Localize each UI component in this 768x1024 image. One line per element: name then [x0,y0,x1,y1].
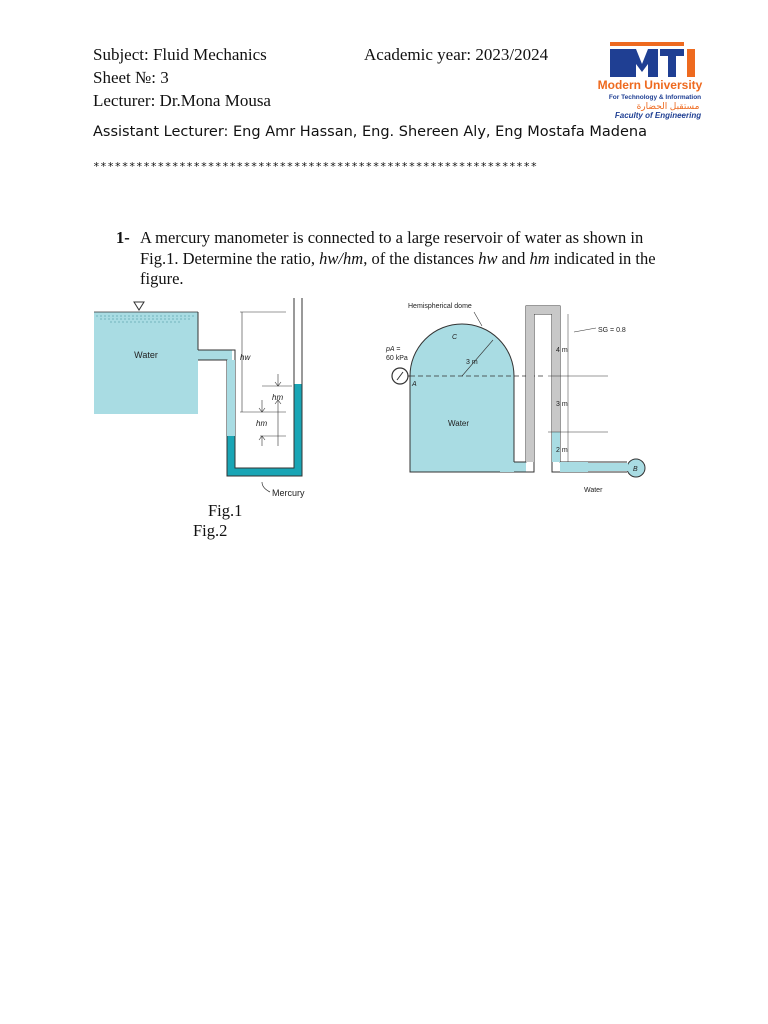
figure-2-dome-tank [378,296,678,501]
fig1-hm-label-left: hm [256,419,268,428]
sg-fluid-column [552,314,560,432]
hm-variable: hm [529,248,550,268]
fig2-caption: Fig.2 [193,521,228,540]
mercury-right-leg [294,384,302,468]
logo-name: Modern University [597,78,703,92]
university-logo [580,40,720,122]
logo-m-shape [626,49,658,77]
reservoir-water [94,312,198,414]
fig1-water-label: Water [134,350,158,360]
pa-label: pA = [386,346,401,353]
logo-arabic: مستقبل الحضارة [636,101,700,111]
standpipe-tube [514,306,588,472]
logo-faculty: Faculty of Engineering [614,111,702,120]
mercury-u-bottom [227,468,302,476]
assistant-lecturers: Assistant Lecturer: Eng Amr Hassan, Eng. Shereen Aly, Eng Mostafa Madena [93,124,647,140]
connecting-pipe [198,350,232,360]
tube-top-fill [526,306,560,314]
question-text: A mercury manometer is connected to a large reservoir of water as shown in Fig.1. Determine the ratio, hw/hm, of the distances hw and hm indicated in the figure. [140,228,656,288]
sheet-number: Sheet №: 3 [93,68,169,87]
hw-variable: hw [478,248,498,268]
logo-i-shape [687,49,695,77]
dome-tank [410,324,514,472]
question-number: 1- [116,228,130,247]
fig1-caption: Fig.1 [208,501,243,520]
dome-label: Hemispherical dome [408,303,472,310]
ratio-variable: hw/hm [319,248,364,268]
fig1-hw-label: hw [240,353,251,362]
separator-line: ************************************************************** [93,160,538,173]
sg-label: SG = 0.8 [598,327,626,334]
pa-value: 60 kPa [386,355,408,362]
fig1-hm-label-right: hm [272,393,284,402]
logo-tagline: For Technology & Information [608,94,702,101]
academic-year: Academic year: 2023/2024 [364,45,549,64]
point-a-label: A [412,381,417,388]
dim-4m-label: 4 m [556,347,568,354]
figure-1-manometer [90,296,320,506]
mercury-left-leg [227,436,235,468]
dim-2m-label: 2 m [556,447,568,454]
point-c-label: C [452,334,458,341]
point-b-label: B [633,466,638,473]
fig2-water-label: Water [448,419,470,428]
dim-3m-label: 3 m [556,401,568,408]
logo-m-left [610,49,626,77]
pipe-water-label: Water [584,487,603,494]
logo-t-shape [660,49,684,56]
free-surface-marker-icon [134,302,144,310]
radius-label: 3 m [466,359,478,366]
fig1-mercury-label: Mercury [272,488,305,498]
subject-line: Subject: Fluid Mechanics [93,45,267,64]
lecturer-line: Lecturer: Dr.Mona Mousa [93,91,271,110]
logo-orange-bar [610,42,684,46]
